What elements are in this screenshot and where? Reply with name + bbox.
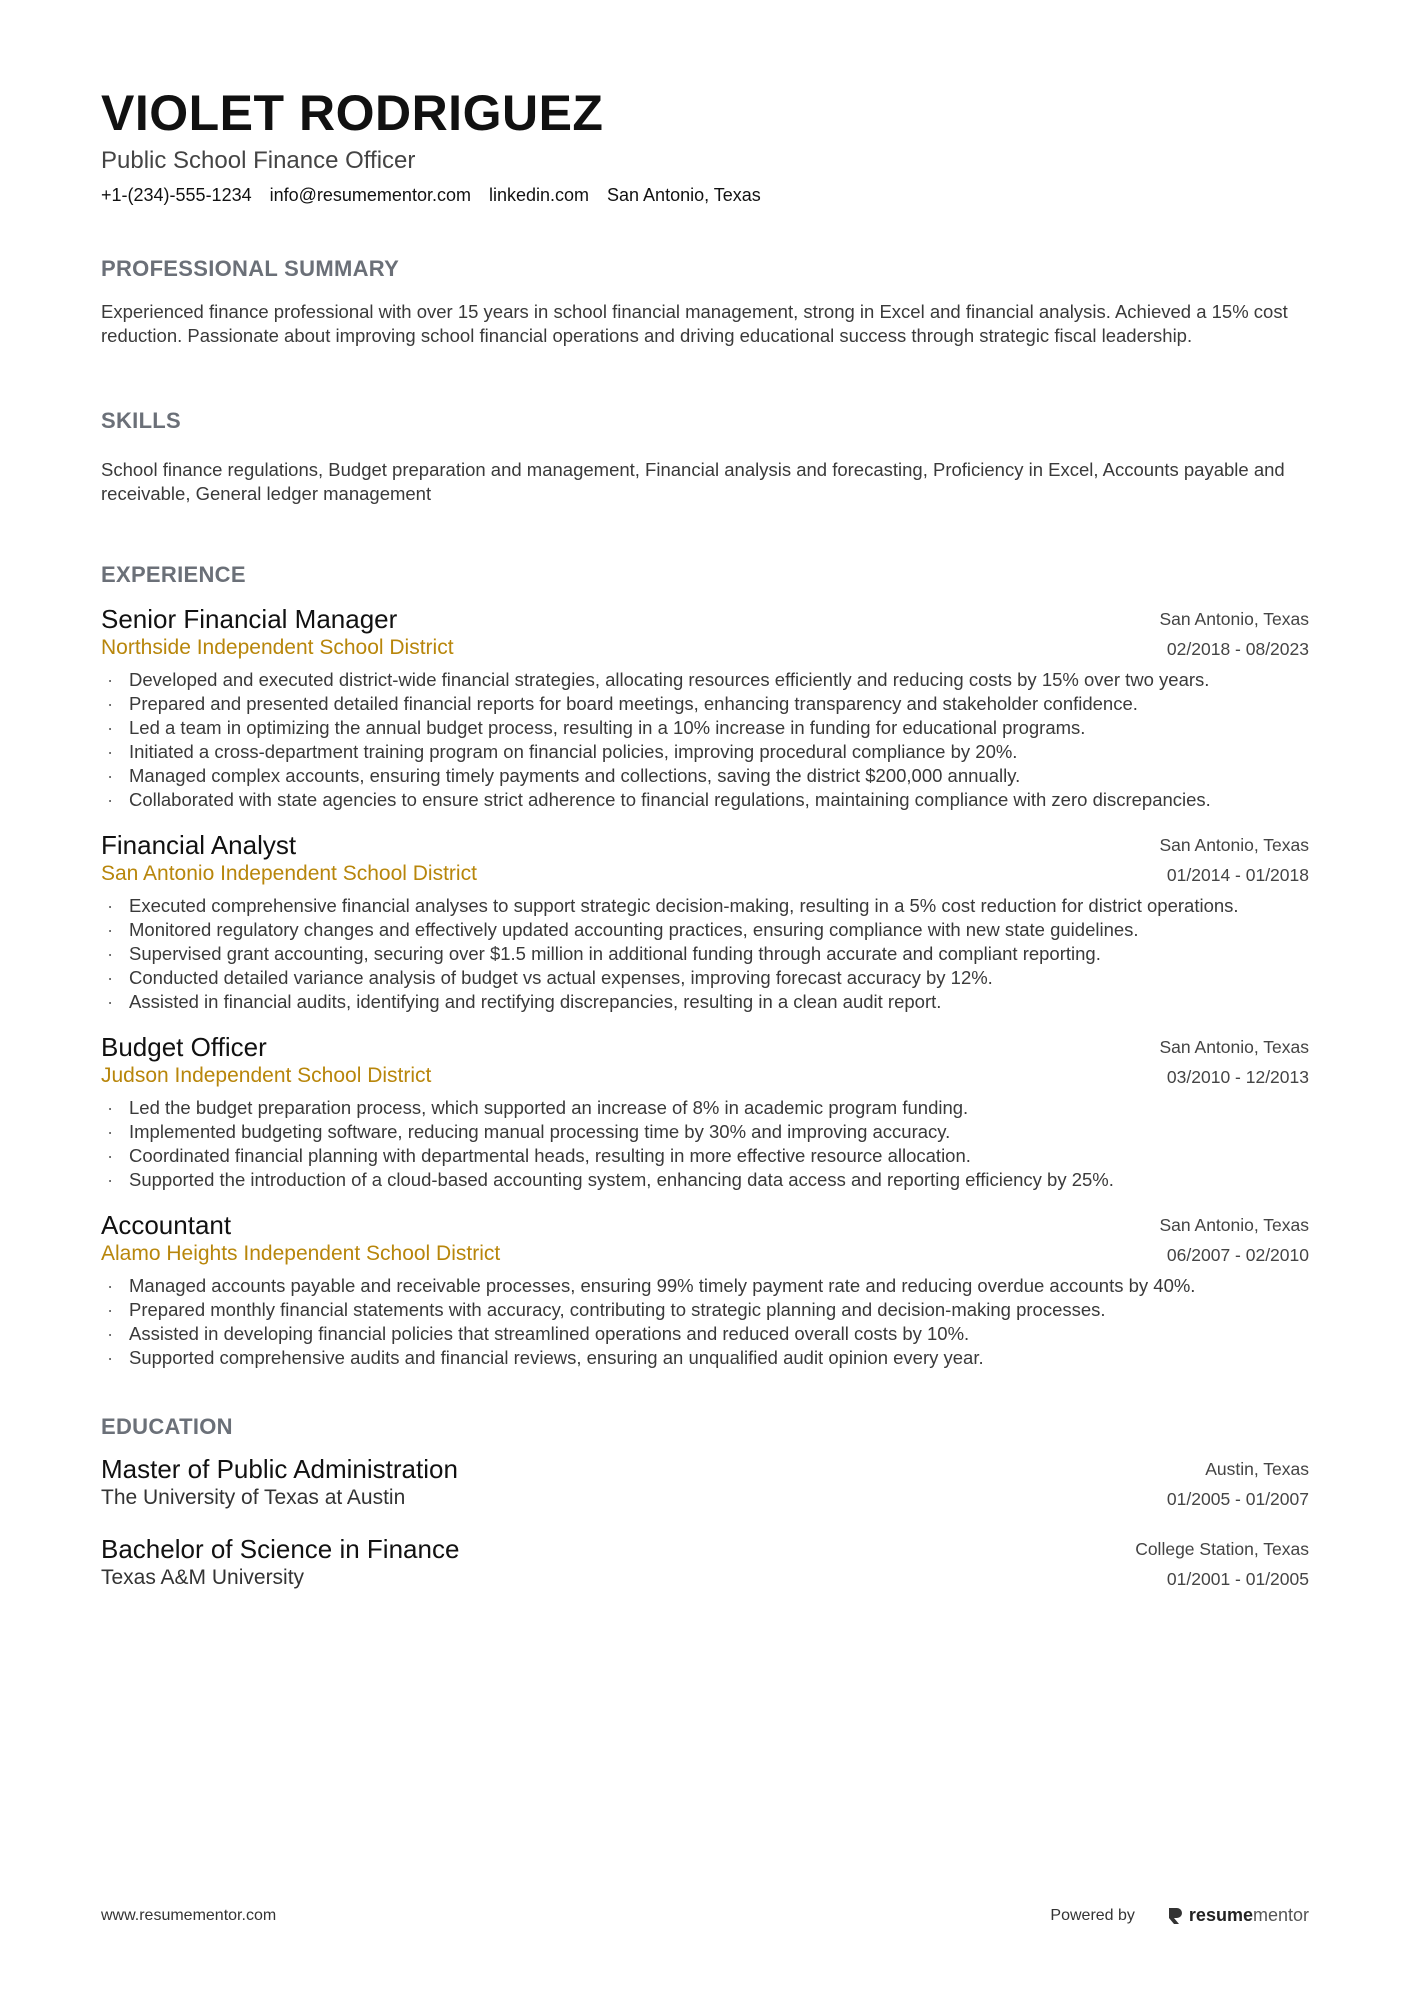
contact-email: info@resumementor.com <box>269 185 471 205</box>
skills-section <box>101 408 1309 506</box>
entry-meta <box>1159 830 1309 890</box>
experience-entry <box>101 1210 1309 1370</box>
entry-left <box>101 604 454 662</box>
entry-header <box>101 830 1309 890</box>
degree-name: Bachelor of Science in Finance <box>101 1534 460 1564</box>
experience-bullet: · Managed accounts payable and receivable processes, ensuring 99% timely payment rate and reducing overdue accounts by 40%. <box>101 1274 1309 1298</box>
entry-meta <box>1159 1210 1309 1270</box>
experience-section <box>101 562 1309 1370</box>
job-dates: 02/2018 - 08/2023 <box>1166 639 1309 659</box>
job-organization: Alamo Heights Independent School District <box>101 1242 501 1265</box>
entry-meta <box>1159 1032 1309 1092</box>
experience-bullet: · Prepared monthly financial statements with accuracy, contributing to strategic planning and decision-making processes. <box>101 1298 1309 1322</box>
entry-header <box>101 1210 1309 1270</box>
experience-entry <box>101 1032 1309 1192</box>
job-role: Budget Officer <box>101 1032 267 1062</box>
experience-bullet: · Assisted in financial audits, identifying and rectifying discrepancies, resulting in a clean audit report. <box>101 990 1309 1014</box>
experience-bullet: · Implemented budgeting software, reducing manual processing time by 30% and improving accuracy. <box>101 1120 1309 1144</box>
job-organization: Northside Independent School District <box>101 636 454 659</box>
entry-header <box>101 604 1309 664</box>
school-name: The University of Texas at Austin <box>101 1486 406 1509</box>
contact-line <box>101 185 1309 206</box>
entry-left <box>101 1534 459 1592</box>
resumementor-logo-icon <box>1167 1906 1183 1926</box>
footer-brand <box>1050 1905 1309 1926</box>
experience-heading: EXPERIENCE <box>101 562 246 587</box>
candidate-title: Public School Finance Officer <box>101 147 416 174</box>
experience-bullet: · Executed comprehensive financial analyses to support strategic decision-making, resulting in a 5% cost reduction for district operations. <box>101 894 1309 918</box>
education-heading: EDUCATION <box>101 1414 233 1439</box>
experience-bullets <box>101 894 1309 1014</box>
footer-website[interactable]: www.resumementor.com <box>101 1906 277 1924</box>
education-entry <box>101 1534 1309 1594</box>
job-location: San Antonio, Texas <box>1159 609 1309 629</box>
powered-by-label: Powered by <box>1050 1906 1135 1924</box>
contact-location: San Antonio, Texas <box>607 185 761 205</box>
experience-bullet: · Led a team in optimizing the annual budget process, resulting in a 10% increase in funding for educational programs. <box>101 716 1309 740</box>
job-role: Senior Financial Manager <box>101 604 398 634</box>
experience-bullet: · Collaborated with state agencies to ensure strict adherence to financial regulations, maintaining compliance with zero discrepancies. <box>101 788 1309 812</box>
summary-section <box>101 256 1309 348</box>
summary-heading: PROFESSIONAL SUMMARY <box>101 256 400 281</box>
entry-header <box>101 1032 1309 1092</box>
skills-text: School finance regulations, Budget preparation and management, Financial analysis and forecasting, Proficiency in Excel, Accounts payable and receivable, General ledger management <box>101 459 1285 504</box>
education-list <box>101 1454 1309 1594</box>
resumementor-logo[interactable] <box>1167 1905 1309 1926</box>
job-dates: 01/2014 - 01/2018 <box>1166 865 1309 885</box>
education-entry <box>101 1454 1309 1514</box>
contact-linkedin: linkedin.com <box>488 185 590 205</box>
experience-bullets <box>101 1096 1309 1192</box>
education-dates: 01/2001 - 01/2005 <box>1166 1569 1309 1589</box>
page-footer <box>101 1905 1309 1926</box>
experience-bullet: · Initiated a cross-department training program on financial policies, improving procedural compliance by 20%. <box>101 740 1309 764</box>
school-name: Texas A&M University <box>101 1566 305 1589</box>
experience-bullet: · Conducted detailed variance analysis of budget vs actual expenses, improving forecast accuracy by 12%. <box>101 966 1309 990</box>
experience-bullets <box>101 1274 1309 1370</box>
job-location: San Antonio, Texas <box>1159 1215 1309 1235</box>
education-location: Austin, Texas <box>1205 1459 1309 1479</box>
experience-entry <box>101 830 1309 1014</box>
entry-header <box>101 1534 1309 1594</box>
job-list <box>101 604 1309 1370</box>
experience-bullet: · Supported the introduction of a cloud-based accounting system, enhancing data access and reporting efficiency by 25%. <box>101 1168 1309 1192</box>
entry-left <box>101 1032 431 1090</box>
skills-heading: SKILLS <box>101 408 182 433</box>
job-organization: Judson Independent School District <box>101 1064 432 1087</box>
experience-bullet: · Supervised grant accounting, securing over $1.5 million in additional funding through accurate and compliant reporting. <box>101 942 1309 966</box>
experience-bullet: · Supported comprehensive audits and financial reviews, ensuring an unqualified audit opinion every year. <box>101 1346 1309 1370</box>
education-dates: 01/2005 - 01/2007 <box>1166 1489 1309 1509</box>
experience-bullet: · Assisted in developing financial policies that streamlined operations and reduced overall costs by 10%. <box>101 1322 1309 1346</box>
job-location: San Antonio, Texas <box>1159 835 1309 855</box>
experience-bullets <box>101 668 1309 812</box>
education-section <box>101 1414 1309 1594</box>
entry-meta <box>1135 1534 1309 1594</box>
resume-header <box>101 86 1309 206</box>
experience-bullet: · Prepared and presented detailed financial reports for board meetings, enhancing transparency and stakeholder confidence. <box>101 692 1309 716</box>
experience-entry <box>101 604 1309 812</box>
logo-word-light: mentor <box>1252 1905 1309 1925</box>
job-location: San Antonio, Texas <box>1159 1037 1309 1057</box>
entry-left <box>101 1454 458 1512</box>
experience-bullet: · Monitored regulatory changes and effectively updated accounting practices, ensuring compliance with new state guidelines. <box>101 918 1309 942</box>
experience-bullet: · Coordinated financial planning with departmental heads, resulting in more effective resource allocation. <box>101 1144 1309 1168</box>
entry-meta <box>1167 1454 1309 1514</box>
experience-bullet: · Developed and executed district-wide financial strategies, allocating resources efficiently and reducing costs by 15% over two years. <box>101 668 1309 692</box>
summary-text: Experienced finance professional with over 15 years in school financial management, strong in Excel and financial analysis. Achieved a 15% cost reduction. Passionate about improving school financial operations and driving educational success through strategic fiscal leadership. <box>101 301 1288 346</box>
entry-left <box>101 830 477 888</box>
job-dates: 03/2010 - 12/2013 <box>1166 1067 1309 1087</box>
contact-phone: +1-(234)-555-1234 <box>101 185 252 205</box>
experience-bullet: · Managed complex accounts, ensuring timely payments and collections, saving the district $200,000 annually. <box>101 764 1309 788</box>
experience-bullet: · Led the budget preparation process, which supported an increase of 8% in academic program funding. <box>101 1096 1309 1120</box>
job-role: Financial Analyst <box>101 830 297 860</box>
job-dates: 06/2007 - 02/2010 <box>1166 1245 1309 1265</box>
entry-meta <box>1159 604 1309 664</box>
logo-wordmark <box>1189 1905 1309 1926</box>
education-location: College Station, Texas <box>1135 1539 1309 1559</box>
job-role: Accountant <box>101 1210 232 1240</box>
logo-word-bold: resume <box>1188 1905 1253 1925</box>
entry-header <box>101 1454 1309 1514</box>
degree-name: Master of Public Administration <box>101 1454 458 1484</box>
entry-left <box>101 1210 500 1268</box>
candidate-name: VIOLET RODRIGUEZ <box>101 85 604 141</box>
job-organization: San Antonio Independent School District <box>101 862 477 885</box>
